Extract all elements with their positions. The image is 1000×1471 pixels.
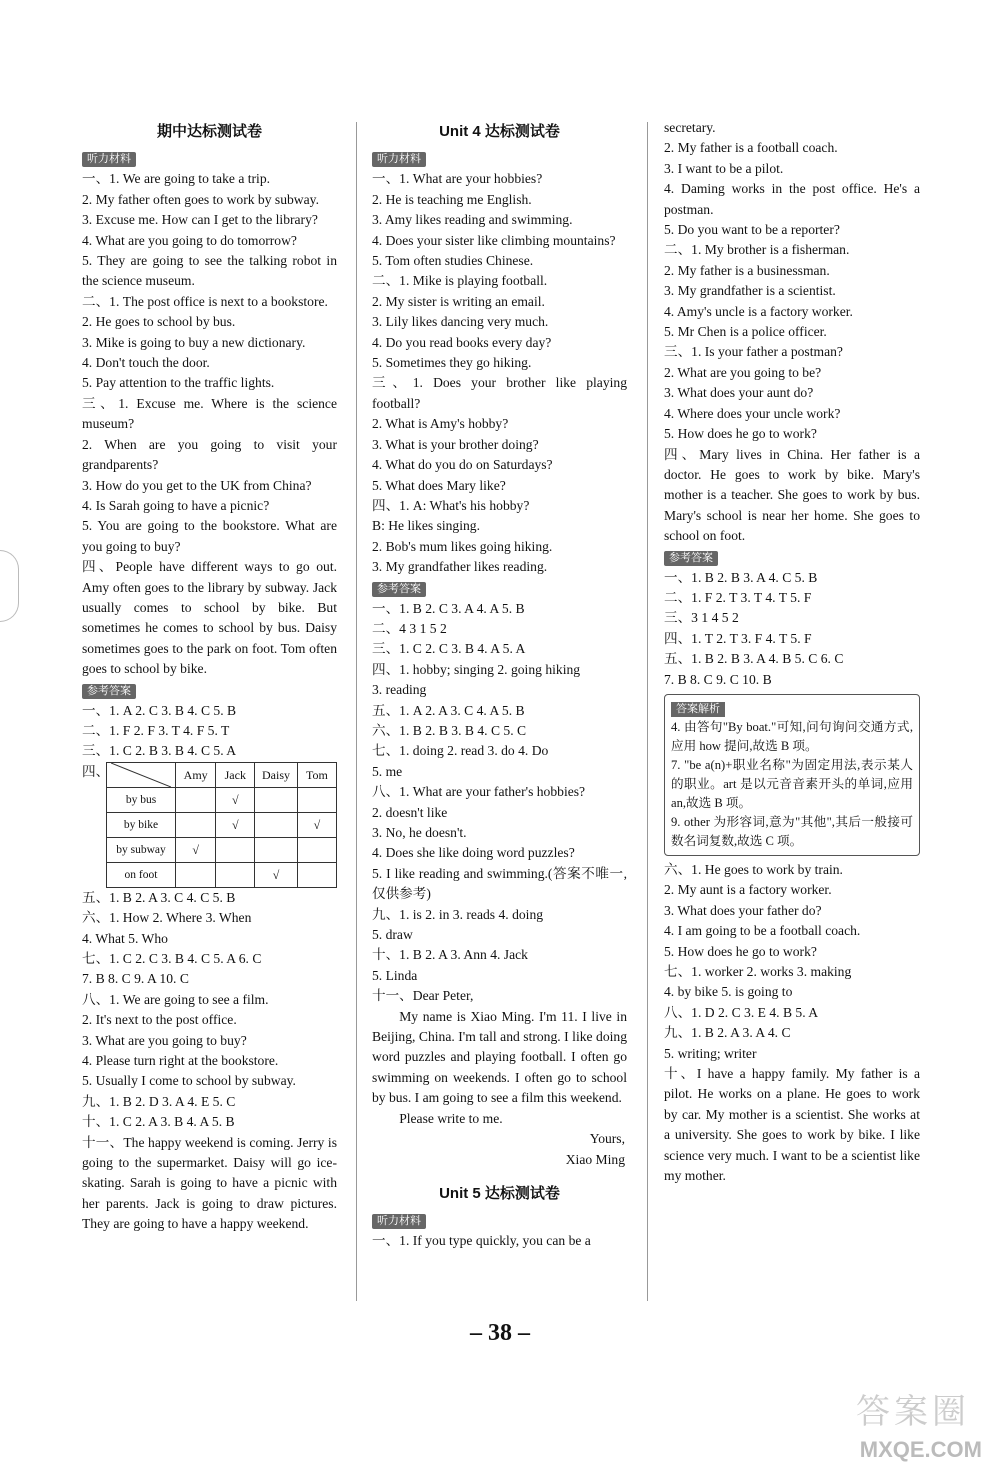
text-line: 3. Amy likes reading and swimming. [372,212,573,228]
text-line: 5. Sometimes they go hiking. [372,355,532,371]
text-line: 4. What 5. Who [82,930,168,946]
letter-body: My name is Xiao Ming. I'm 11. I live in Beijing, China. I'm tall and strong. I like doing word puzzles and playing football. I often go swimming on weekends. I often go to school by bus. I am going to see a film this weekend. [372,1008,627,1106]
text-line: 3. Mike is going to buy a new dictionary. [82,334,306,350]
table-cell [216,862,255,887]
text-line: 十一、Dear Peter, [372,988,474,1004]
table-cell: √ [216,812,255,837]
table-cell [297,787,336,812]
text-line: 4. Does your sister like climbing mountains? [372,232,616,248]
explanation-box [664,694,920,856]
table-cell: √ [176,837,216,862]
text-line: 六、1. How 2. Where 3. When [82,910,252,926]
text-line: 3. What is your brother doing? [372,436,539,452]
text-line: 2. My aunt is a factory worker. [664,882,832,898]
text-line: 九、1. B 2. A 3. A 4. C [664,1025,791,1041]
text-line: 2. My sister is writing an email. [372,293,545,309]
text-line: 三、1. Excuse me. Where is the science museum? [82,395,337,432]
text-line: 5. Pay attention to the traffic lights. [82,375,275,391]
text-line: 5. I like reading and swimming.(答案不唯一,仅供参考) [372,865,627,902]
text-line: 一、1. A 2. C 3. B 4. C 5. B [82,702,237,718]
answer-tag: 参考答案 [372,582,426,597]
column-divider [647,122,648,1301]
text-line: 4. Please turn right at the bookstore. [82,1053,279,1069]
text-line: 2. My father is a football coach. [664,140,838,156]
explanation-tag: 答案解析 [671,702,725,717]
answer-lines [82,701,337,762]
text-line: 五、1. A 2. A 3. C 4. A 5. B [372,702,525,718]
text-line: 4. Don't touch the door. [82,355,210,371]
text-line: 5. How does he go to work? [664,426,817,442]
text-line: 5. You are going to the bookstore. What are you going to buy? [82,518,337,554]
text-line: 七、1. worker 2. works 3. making [664,964,852,979]
text-line: 4. Daming works in the post office. He's a postman. [664,181,920,217]
table-cell [255,837,298,862]
text-line: 5. draw [372,927,413,943]
text-line: 六、1. B 2. B 3. B 4. C 5. C [372,722,527,738]
text-line: 三、1. Does your brother like playing football? [372,375,627,411]
section-title: 期中达标测试卷 [156,123,262,140]
text-line: 2. Bob's mum likes going hiking. [372,538,553,554]
section-title: Unit 4 达标测试卷 [439,123,560,140]
text-line: 3. What are you going to buy? [82,1032,247,1048]
text-line: 3. My grandfather is a scientist. [664,283,836,299]
text-line: 2. He goes to school by bus. [82,314,236,330]
text-line: 5. How does he go to work? [664,943,817,959]
text-line: 十、I have a happy family. My father is a pilot. He works on a plane. He goes to work by car. My mother is a scientist. She works at a university. She goes to work by bike. I like science very much. I want to be a scientist like my mother. [664,1066,920,1184]
text-line: 四、1. A: What's his hobby? [372,497,530,513]
text-line: 5. me [372,763,403,779]
text-line: 六、1. He goes to work by train. [664,861,843,877]
text-line: 四、People have different ways to go out. Amy often goes to the library by subway. Jack usually comes to school by bike. But sometimes he comes to school by bus. Daisy sometimes goes to the park on foot. Tom often goes to school by bike. [82,559,337,677]
watermark-text: MXQE.COM [859,1437,982,1462]
text-line: 5. They are going to see the talking robot in the science museum. [82,253,337,289]
answer-table [82,762,337,888]
text-line: 4. Do you read books every day? [372,334,552,350]
text-line: 十、1. C 2. A 3. B 4. A 5. B [82,1114,235,1130]
table-cell [176,862,216,887]
text-line: 5. Do you want to be a reporter? [664,222,840,238]
listening-lines [372,169,627,577]
text-line: 七、1. doing 2. read 3. do 4. Do [372,743,549,759]
text-line: 5. What does Mary like? [372,477,506,493]
text-line: 一、1. If you type quickly, you can be a [372,1233,591,1249]
text-line: 七、1. C 2. C 3. B 4. C 5. A 6. C [82,951,262,966]
text-line: 5. Usually I come to school by subway. [82,1073,296,1089]
row-label: on foot [107,862,176,887]
text-line: 一、1. B 2. C 3. A 4. A 5. B [372,600,525,616]
letter-sign: Xiao Ming [565,1151,625,1167]
text-line: 2. My father is a businessman. [664,262,830,278]
column-3 [664,118,920,1186]
answer-lines [372,599,627,1007]
row-label: by bus [107,787,176,812]
text-line: 十、1. B 2. A 3. Ann 4. Jack [372,947,528,963]
text-line: 4. I am going to be a football coach. [664,923,861,939]
letter-closing: Please write to me. [399,1110,503,1126]
table-cell [176,812,216,837]
listening-tag: 听力材料 [82,152,136,167]
text-line: 九、1. B 2. D 3. A 4. E 5. C [82,1093,236,1109]
row-label: by subway [107,837,176,862]
text-line: 五、1. B 2. A 3. C 4. C 5. B [82,889,236,905]
text-line: 4. Does she like doing word puzzles? [372,845,575,861]
text-line: 四、1. hobby; singing 2. going hiking [372,661,581,677]
text-line: 三、3 1 4 5 2 [664,610,739,626]
text-line: 八、1. We are going to see a film. [82,991,269,1007]
table-section-label: 四、 [82,763,110,779]
text-line: 四、1. T 2. T 3. F 4. T 5. F [664,630,812,646]
answer-tag: 参考答案 [664,551,718,566]
answer-lines [82,888,337,1235]
text-line: 3. Excuse me. How can I get to the library? [82,212,318,228]
listening-lines [664,118,920,547]
text-line: secretary. [664,120,716,135]
text-line: 2. What is Amy's hobby? [372,416,509,432]
text-line: 2. What are you going to be? [664,364,822,380]
column-1 [82,118,337,1235]
table-row [107,787,337,812]
text-line: 4. Amy's uncle is a factory worker. [664,303,853,319]
text-line: 3. What does your aunt do? [664,385,814,401]
table-header: Jack [216,762,255,787]
text-line: 八、1. What are your father's hobbies? [372,784,586,800]
text-line: 5. Tom often studies Chinese. [372,253,534,269]
text-line: 3. I want to be a pilot. [664,160,784,176]
table-header: Tom [297,762,336,787]
binding-clip-mark [0,550,19,622]
text-line: 5. Mr Chen is a police officer. [664,324,827,340]
table-row [107,837,337,862]
text-line: 一、1. We are going to take a trip. [82,171,271,187]
answer-lines [664,860,920,1187]
text-line: 4. What do you do on Saturdays? [372,457,553,473]
text-line: 3. Lily likes dancing very much. [372,314,549,330]
column-divider [356,122,357,1301]
table-cell [297,862,336,887]
table-cell [176,787,216,812]
text-line: 9. other 为形容词,意为"其他",其后一般接可数名词复数,故选 C 项。 [671,814,913,848]
text-line: 三、1. C 2. B 3. B 4. C 5. A [82,743,237,759]
text-line: 3. No, he doesn't. [372,825,467,840]
text-line: 4. What are you going to do tomorrow? [82,232,297,248]
text-line: 5. Linda [372,967,418,983]
table-cell [216,837,255,862]
answer-lines [664,568,920,690]
table-header: Daisy [255,762,298,787]
text-line: 3. What does your father do? [664,902,822,918]
listening-tag: 听力材料 [372,152,426,167]
text-line: 三、1. C 2. C 3. B 4. A 5. A [372,641,526,657]
text-line: 二、1. Mike is playing football. [372,273,548,289]
text-line: 九、1. is 2. in 3. reads 4. doing [372,906,544,922]
watermark-logo: 答案圈 [856,1392,970,1432]
text-line: 二、1. F 2. T 3. T 4. T 5. F [664,589,812,605]
letter-sign: Yours, [589,1131,625,1147]
table-cell [255,787,298,812]
text-line: 2. When are you going to visit your grandparents? [82,436,337,473]
table-cell: √ [216,787,255,812]
text-line: 3. My grandfather likes reading. [372,559,548,575]
table-cell [297,837,336,862]
text-line: 7. B 8. C 9. A 10. C [82,971,189,987]
listening-tag: 听力材料 [372,1214,426,1229]
text-line: 二、1. The post office is next to a bookstore. [82,293,328,309]
text-line: 2. doesn't like [372,804,448,820]
text-line: 2. My father often goes to work by subway. [82,191,319,207]
text-line: 三、1. Is your father a postman? [664,344,843,360]
text-line: 7. B 8. C 9. C 10. B [664,671,772,687]
text-line: 4. Where does your uncle work? [664,405,841,421]
answer-tag: 参考答案 [82,684,136,699]
table-header: Amy [176,762,216,787]
text-line: B: He likes singing. [372,518,480,534]
table-cell: √ [297,812,336,837]
text-line: 7. "be a(n)+职业名称"为固定用法,表示某人的职业。art 是以元音音素开头的单词,应用 an,故选 B 项。 [671,757,913,810]
text-line: 2. He is teaching me English. [372,191,532,207]
text-line: 四、Mary lives in China. Her father is a doctor. He goes to work by bike. Mary's mother is a teacher. She goes to work by bus. Mary's school is near her home. She goes to school on foot. [664,446,920,544]
text-line: 4. 由答句"By boat."可知,问句询问交通方式,应用 how 提问,故选 B 项。 [671,719,913,753]
table-cell [255,812,298,837]
text-line: 5. writing; writer [664,1045,757,1061]
text-line: 3. reading [372,682,427,698]
text-line: 五、1. B 2. B 3. A 4. B 5. C 6. C [664,651,844,667]
text-line: 3. How do you get to the UK from China? [82,477,312,493]
text-line: 4. Is Sarah going to have a picnic? [82,497,270,513]
text-line: 二、1. F 2. F 3. T 4. F 5. T [82,722,230,738]
text-line: 4. by bike 5. is going to [664,984,793,1000]
column-2 [372,118,627,1252]
page-number: – 38 – [470,1320,530,1346]
table-corner [107,762,176,787]
table-cell: √ [255,862,298,887]
text-line: 一、1. B 2. B 3. A 4. C 5. B [664,569,818,585]
row-label: by bike [107,812,176,837]
table-row [107,812,337,837]
text-line: 二、4 3 1 5 2 [372,620,447,636]
text-line: 2. It's next to the post office. [82,1012,237,1028]
text-line: 八、1. D 2. C 3. E 4. B 5. A [664,1004,819,1020]
listening-lines [82,169,337,679]
text-line: 十一、The happy weekend is coming. Jerry is going to the supermarket. Daisy will go ice-skating. Sarah is going to have a picnic with her parents. Jack is going to draw pictures. They are going to have a happy weekend. [82,1134,337,1232]
text-line: 一、1. What are your hobbies? [372,171,543,187]
text-line: 二、1. My brother is a fisherman. [664,242,850,258]
section-title: Unit 5 达标测试卷 [439,1184,560,1202]
table-row [107,862,337,887]
